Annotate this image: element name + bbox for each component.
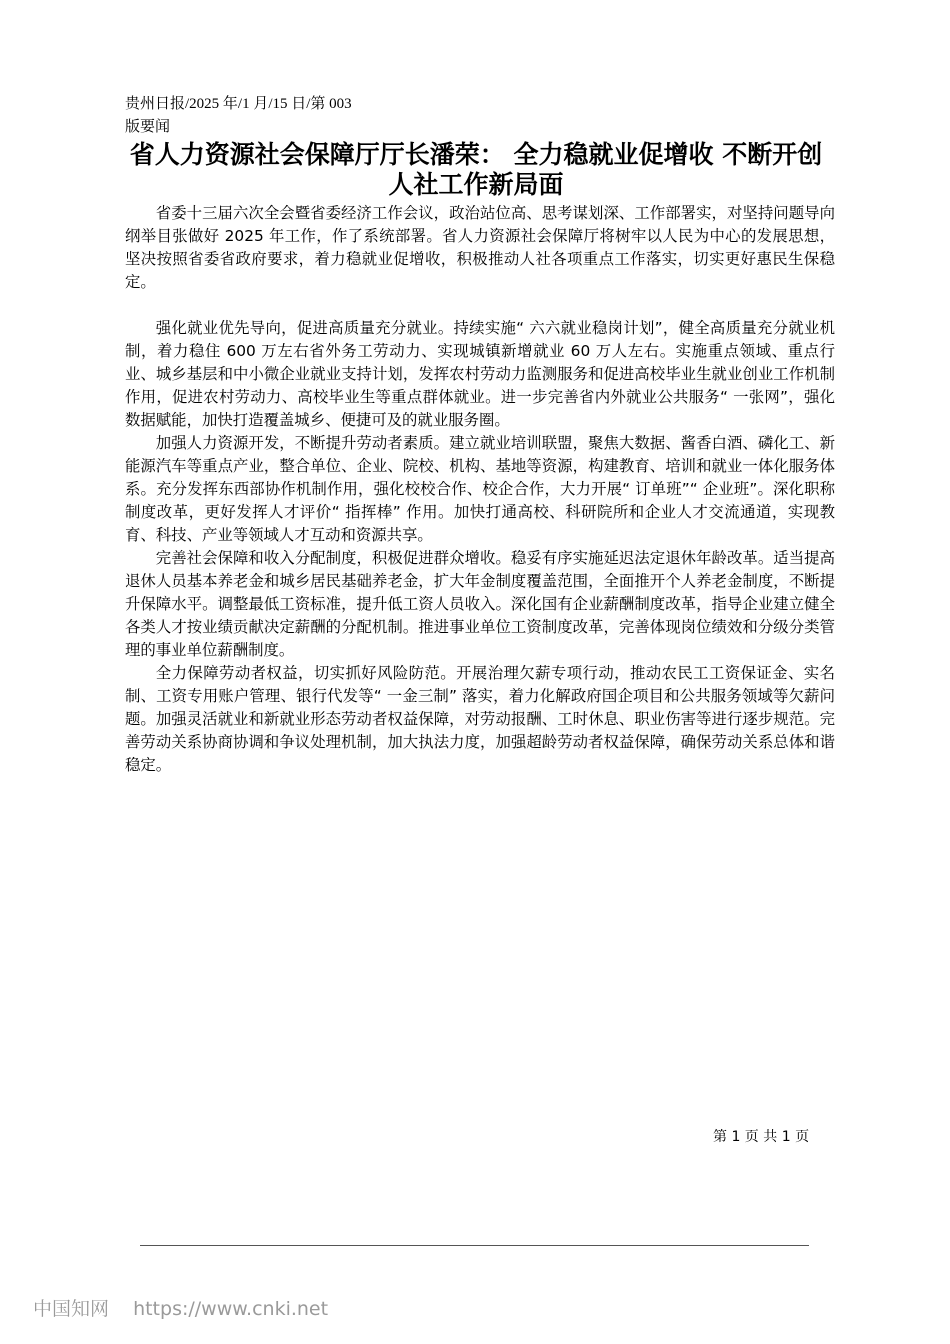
footer [33, 1294, 328, 1321]
cnki-url[interactable]: https://www.cnki.net [133, 1298, 329, 1320]
page-number: 第 1 页 共 1 页 [713, 1129, 810, 1145]
paragraph: 强化就业优先导向，促进高质量充分就业。持续实施“ 六六就业稳岗计划”，健全高质量充分就业机制，着力稳住 600 万左右省外务工劳动力、实现城镇新增就业 60 万人左右。实施重点领域、重点行业、城乡基层和中小微企业就业支持计划，发挥农村劳动力监测服务和促进高校毕业生就业创业工作机制作用，促进农村劳动力、高校毕业生等重点群体就业。进一步完善省内外就业公共服务“ 一张网”，强化数据赋能，加快打造覆盖城乡、便捷可及的就业服务圈。 [125, 319, 835, 429]
paragraph: 全力保障劳动者权益，切实抓好风险防范。开展治理欠薪专项行动，推动农民工工资保证金、实名制、工资专用账户管理、银行代发等“ 一金三制” 落实，着力化解政府国企项目和公共服务领域等欠薪问题。加强灵活就业和新就业形态劳动者权益保障，对劳动报酬、工时休息、职业伤害等进行逐步规范。完善劳动关系协商协调和争议处理机制，加大执法力度，加强超龄劳动者权益保障，确保劳动关系总体和谐稳定。 [125, 664, 835, 774]
section-info: 版要闻 [125, 119, 171, 135]
paragraph: 完善社会保障和收入分配制度，积极促进群众增收。稳妥有序实施延迟法定退休年龄改革。适当提高退休人员基本养老金和城乡居民基础养老金，扩大年金制度覆盖范围，全面推开个人养老金制度，不断提升保障水平。调整最低工资标准，提升低工资人员收入。深化国有企业薪酬制度改革，指导企业建立健全各类人才按业绩贡献决定薪酬的分配机制。推进事业单位工资制度改革，完善体现岗位绩效和分级分类管理的事业单位薪酬制度。 [125, 549, 835, 659]
paragraph: 加强人力资源开发，不断提升劳动者素质。建立就业培训联盟，聚焦大数据、酱香白酒、磷化工、新能源汽车等重点产业，整合单位、企业、院校、机构、基地等资源，构建教育、培训和就业一体化服务体系。充分发挥东西部协作机制作用，强化校校合作、校企合作，大力开展“ 订单班”“ 企业班”。深化职称制度改革，更好发挥人才评价“ 指挥棒” 作用。加快打通高校、科研院所和企业人才交流通道，实现教育、科技、产业等领域人才互动和资源共享。 [125, 434, 835, 544]
publication-info: 贵州日报/2025 年/1 月/15 日/第 003 [125, 96, 352, 112]
footer-divider [140, 1245, 809, 1246]
paragraph: 省委十三届六次全会暨省委经济工作会议，政治站位高、思考谋划深、工作部署实，对坚持问题导向纲举目张做好 2025 年工作，作了系统部署。省人力资源社会保障厅将树牢以人民为中心的发展思想，坚决按照省委省政府要求，着力稳就业促增收，积极推动人社各项重点工作落实，切实更好惠民生保稳定。 [125, 204, 835, 291]
article-title: 省人力资源社会保障厅厅长潘荣： 全力稳就业促增收 不断开创人社工作新局面 [129, 140, 823, 199]
cnki-logo: 中国知网 [33, 1298, 110, 1320]
article-body [125, 202, 835, 777]
